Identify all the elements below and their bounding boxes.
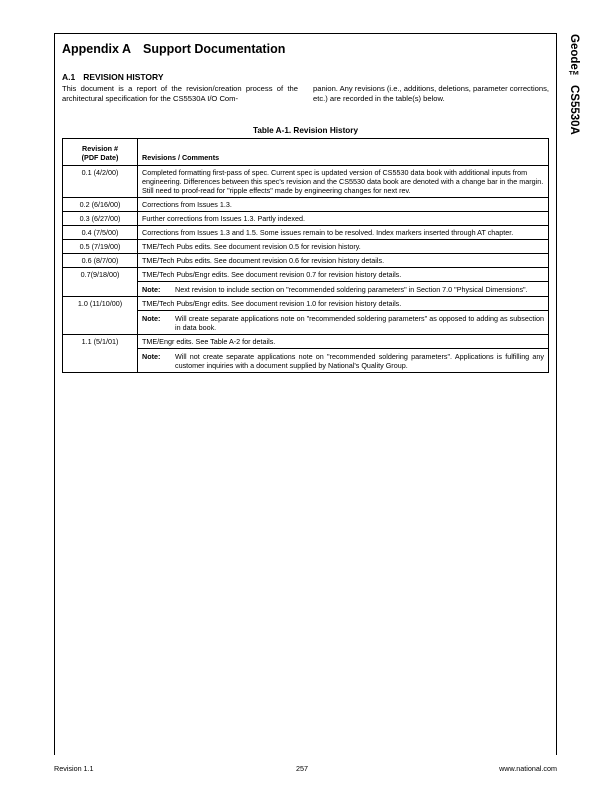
table-row — [63, 268, 549, 297]
appendix-title: Support Documentation — [142, 42, 286, 56]
revision-cell: 1.1 (5/1/01) — [63, 335, 138, 373]
note-text: Next revision to include section on "recommended soldering parameters" in Section 7.0 "Physical Dimensions". — [175, 285, 528, 294]
section-number: A.1 — [62, 72, 76, 82]
table-header-row — [63, 139, 549, 166]
note — [142, 352, 544, 370]
revision-cell: 1.0 (11/10/00) — [63, 297, 138, 335]
table-caption: Table A-1. Revision History — [252, 126, 359, 135]
table-row — [63, 226, 549, 240]
comment-text: TME/Tech Pubs edits. See document revision 0.6 for revision history details. — [142, 256, 385, 265]
comments-cell — [138, 166, 549, 198]
appendix-heading — [62, 42, 285, 56]
note — [142, 314, 544, 332]
note-label: Note: — [142, 352, 161, 361]
footer-revision: Revision 1.1 — [54, 764, 94, 773]
comments-cell — [138, 254, 549, 268]
table-row — [63, 166, 549, 198]
table-row — [63, 297, 549, 335]
comments-cell — [138, 226, 549, 240]
note-label: Note: — [142, 314, 161, 323]
header-revision: Revision # (PDF Date) — [63, 139, 138, 166]
note-divider — [138, 310, 548, 311]
comments-cell — [138, 297, 549, 335]
revision-cell: 0.2 (6/16/00) — [63, 198, 138, 212]
comment-text: Completed formatting first-pass of spec. Current spec is updated version of CS5530 data book with additional inputs from engineering. Differences between this spec's revision and the CS5530 data book are denoted with a change bar in the margin. Still need to proof-read for "ripple effects" made by engineering changes for next rev. — [142, 168, 544, 195]
footer-page-number: 257 — [296, 764, 308, 773]
comments-cell — [138, 212, 549, 226]
comments-cell — [138, 268, 549, 297]
revision-cell: 0.7(9/18/00) — [63, 268, 138, 297]
revision-cell: 0.4 (7/5/00) — [63, 226, 138, 240]
note — [142, 285, 544, 294]
note-text: Will create separate applications note on "recommended soldering parameters" as opposed to adding as subsection in data book. — [175, 314, 544, 332]
note-divider — [138, 281, 548, 282]
table-body — [63, 166, 549, 373]
comments-cell — [138, 335, 549, 373]
comment-text: Further corrections from Issues 1.3. Partly indexed. — [142, 214, 305, 223]
revision-history-table — [62, 138, 549, 373]
footer-url: www.national.com — [499, 764, 557, 773]
intro-paragraph-right: panion. Any revisions (i.e., additions, deletions, parameter corrections, etc.) are recorded in the table(s) below. — [313, 84, 549, 103]
revision-cell: 0.3 (6/27/00) — [63, 212, 138, 226]
comment-text: TME/Tech Pubs/Engr edits. See document revision 0.7 for revision history details. — [142, 270, 402, 279]
table-row — [63, 212, 549, 226]
note-text: Will not create separate applications note on "recommended soldering parameters". Applications is fulfilling any customer inquiries with a document supplied by National's Quality Group. — [175, 352, 544, 370]
header-comments: Revisions / Comments — [138, 139, 549, 166]
revision-cell: 0.6 (8/7/00) — [63, 254, 138, 268]
comments-cell — [138, 198, 549, 212]
side-product-title: Geode™ CS5530A — [568, 34, 580, 135]
intro-paragraph-left: This document is a report of the revision/creation process of the architectural specification for the CS5530A I/O Com- — [62, 84, 298, 103]
note-label: Note: — [142, 285, 161, 294]
table-row — [63, 254, 549, 268]
appendix-label: Appendix A — [62, 42, 131, 56]
revision-cell: 0.5 (7/19/00) — [63, 240, 138, 254]
comment-text: TME/Tech Pubs/Engr edits. See document revision 1.0 for revision history details. — [142, 299, 402, 308]
section-title: REVISION HISTORY — [83, 72, 164, 82]
table-row — [63, 198, 549, 212]
section-heading — [62, 72, 164, 82]
comment-text: Corrections from Issues 1.3. — [142, 200, 232, 209]
note-divider — [138, 348, 548, 349]
comment-text: Corrections from Issues 1.3 and 1.5. Some issues remain to be resolved. Index markers inserted through AT chapter. — [142, 228, 514, 237]
comment-text: TME/Tech Pubs edits. See document revision 0.5 for revision history. — [142, 242, 361, 251]
table-row — [63, 240, 549, 254]
table-row — [63, 335, 549, 373]
comment-text: TME/Engr edits. See Table A-2 for details. — [142, 337, 276, 346]
revision-cell: 0.1 (4/2/00) — [63, 166, 138, 198]
comments-cell — [138, 240, 549, 254]
